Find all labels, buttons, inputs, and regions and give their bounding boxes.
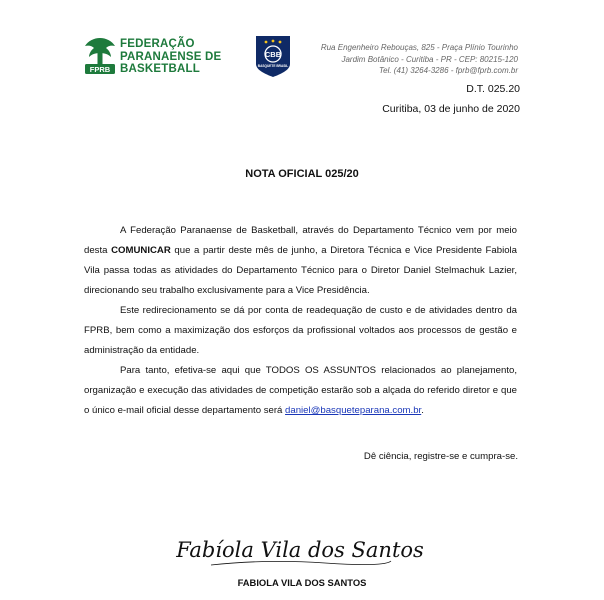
document-title: NOTA OFICIAL 025/20 [245,168,359,180]
paragraph-3 [84,361,517,421]
fprb-logo [82,34,118,78]
paragraph-3-text-b: . [421,405,424,416]
paragraph-3-text-a: Para tanto, efetiva-se aqui que TODOS OS ASSUNTOS relacionados ao planejamento, organização e execução das atividades de competição estarão sob a alçada do referido diretor e que o único e-mail oficial desse departamento será [84,365,517,416]
cbb-logo-text: CBB [264,50,282,59]
paragraph-1-emphasis: COMUNICAR [111,245,171,256]
contact-city: Jardim Botânico - Curitiba - PR - CEP: 80215-120 [341,54,518,64]
handwritten-signature [176,525,424,571]
org-name-line3: BASKETBALL [120,63,200,75]
document-body [84,221,517,421]
paragraph-1-text-a: A Federação Paranaense de Basketball, através do Departamento Técnico vem por meio desta [84,225,517,256]
cbb-logo-subtext: BASQUETE BRASIL [257,64,289,68]
org-name-line2: PARANAENSE DE [120,50,222,63]
document-date: Curitiba, 03 de junho de 2020 [382,103,520,115]
signature-handwriting: Fabíola Vila dos Santos [176,538,424,562]
org-name-line1: FEDERAÇÃO [120,38,195,50]
paragraph-1-text-b: que a partir deste mês de junho, a Diretora Técnica e Vice Presidente Fabiola Vila passa todas as atividades do Departamento Técnico para o Diretor Daniel Stelmachuk Lazier, direcionando seu trabalho exclusivamente para a Vice Presidência. [84,245,518,296]
department-email-link[interactable]: daniel@basqueteparana.com.br [285,405,422,416]
contact-phone-email: Tel. (41) 3264-3286 - fprb@fprb.com.br [378,66,518,75]
paragraph-1 [84,221,517,301]
org-name [120,38,221,76]
closing-formula: Dê ciência, registre-se e cumpra-se. [363,451,518,462]
fprb-logo-text: FPRB [89,65,111,74]
signer-name: FABIOLA VILA DOS SANTOS [237,577,367,588]
paragraph-2: Este redirecionamento se dá por conta de readequação de custo e de atividades dentro da FPRB, bem como a maximização dos esforços da profissional voltados aos processos de gestão e administração da entidade. [84,305,517,356]
contact-address: Rua Engenheiro Rebouças, 825 - Praça Plínio Tourinho [320,43,518,52]
document-reference: D.T. 025.20 [466,83,520,95]
contact-info [321,42,518,77]
cbb-logo [253,34,293,78]
